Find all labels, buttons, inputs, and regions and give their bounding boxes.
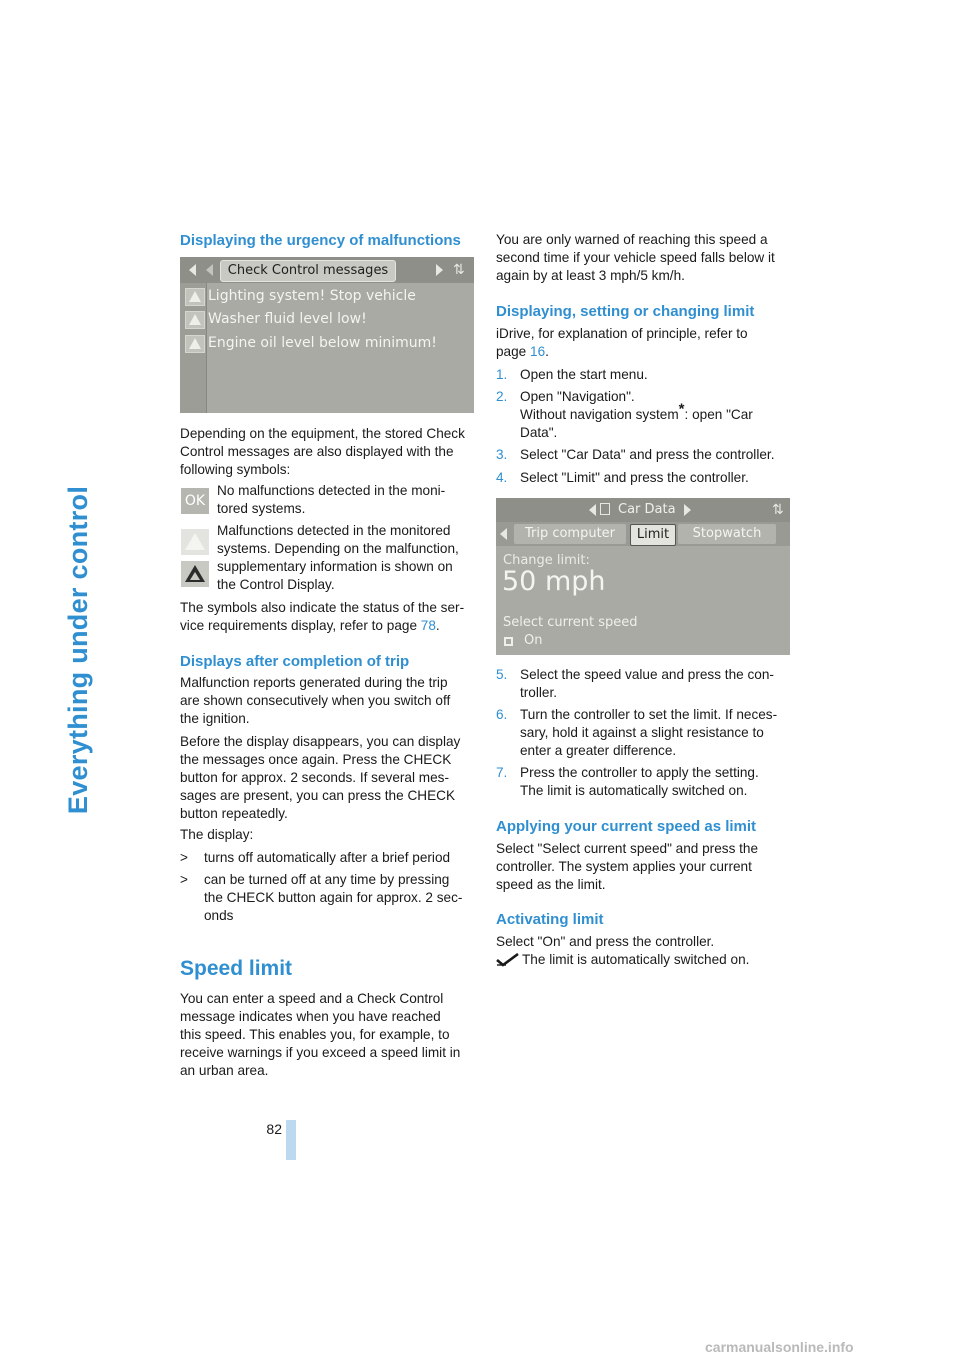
ok-symbol-description [217, 482, 477, 518]
text-line: sages are present, you can press the CHECK [180, 788, 456, 803]
text-line: The symbols also indicate the status of the ser- [180, 600, 465, 615]
text-line: sary, hold it against a slight resistance to [520, 725, 764, 740]
message-row[interactable] [180, 332, 474, 354]
text-span: page [496, 344, 531, 359]
text-line: Select "On" and press the controller. [496, 934, 715, 949]
text-line: the Control Display. [217, 577, 335, 592]
tab-check-control[interactable]: Check Control messages [220, 260, 396, 282]
warning-light-icon [181, 529, 209, 555]
tab-limit[interactable]: Limit [630, 524, 676, 546]
paragraph-warn [496, 231, 791, 285]
arrow-right-icon [436, 264, 443, 276]
text-span: vice requirements display, refer to page [180, 618, 421, 633]
speed-value[interactable]: 50 mph [502, 566, 606, 597]
options-icon: ⇅ [453, 262, 465, 278]
text-line: onds [204, 908, 234, 923]
text-line: the CHECK button again for approx. 2 sec- [204, 890, 463, 905]
text-line: Malfunctions detected in the monitored [217, 523, 451, 538]
heading-activate: Activating limit [496, 911, 604, 928]
tab-stopwatch[interactable]: Stopwatch [678, 524, 776, 544]
page-number: 82 [266, 1121, 282, 1137]
text-line: Data". [520, 425, 558, 440]
screen-title: Car Data [618, 502, 676, 517]
ok-symbol-icon: OK [181, 488, 209, 514]
warning-symbol-description [217, 522, 477, 594]
step-item [496, 706, 788, 758]
warning-icon [185, 335, 205, 353]
step-item [496, 764, 788, 798]
text-line: receive warnings if you exceed a speed limit in [180, 1045, 461, 1060]
watermark: carmanualsonline.info [705, 1339, 854, 1355]
change-limit-label: Change limit: [503, 553, 590, 568]
text-line: speed as the limit. [496, 877, 606, 892]
step-number: 2. [496, 389, 508, 404]
text-line: supplementary information is shown on [217, 559, 453, 574]
text-line: controller. The system applies your current [496, 859, 752, 874]
arrow-right-icon [684, 504, 691, 516]
text-span: . [435, 618, 440, 633]
step-number: 4. [496, 470, 508, 485]
heading-set-limit: Displaying, setting or changing limit [496, 303, 755, 320]
message-row[interactable] [180, 308, 474, 330]
message-row[interactable] [180, 285, 474, 307]
select-current-speed-option[interactable]: Select current speed [503, 615, 638, 630]
text-span: . [545, 344, 549, 359]
paragraph-service [180, 599, 475, 635]
optional-equipment-star: * [678, 400, 685, 418]
text-line: You are only warned of reaching this speed a [496, 232, 768, 247]
text-line: the messages once again. Press the CHECK [180, 752, 452, 767]
warning-dark-icon [181, 561, 209, 587]
step-item [496, 469, 788, 487]
on-label: On [524, 633, 543, 648]
text-line: this speed. This enables you, for example, to [180, 1027, 450, 1042]
arrow-left-icon [500, 528, 507, 540]
text-line: second time if your vehicle speed falls below it [496, 250, 775, 265]
step-item [496, 366, 788, 384]
tabs-bar [496, 522, 790, 546]
message-text: Washer fluid level low! [208, 311, 367, 327]
text-span: The limit is automatically switched on. [522, 952, 750, 967]
text-line: again by at least 3 mph/5 km/h. [496, 268, 685, 283]
chapter-title-text: Everything under control [63, 485, 93, 815]
car-data-screen [496, 498, 790, 655]
text-line: Malfunction reports generated during the trip [180, 675, 448, 690]
arrow-left-icon [206, 264, 213, 276]
text-line: Select "Limit" and press the controller. [520, 470, 749, 485]
warning-icon [185, 288, 205, 306]
paragraph-apply [496, 840, 791, 894]
car-data-icon [600, 503, 610, 515]
text-line: message indicates when you have reached [180, 1009, 441, 1024]
text-line: Select "Car Data" and press the controller. [520, 447, 775, 462]
text-line: Before the display disappears, you can display [180, 734, 461, 749]
page-number-bar [286, 1120, 296, 1160]
heading-apply: Applying your current speed as limit [496, 818, 757, 835]
heading-speed-limit: Speed limit [180, 957, 293, 980]
text-span: Without navigation system [520, 407, 679, 422]
text-line: enter a greater difference. [520, 743, 677, 758]
message-text: Engine oil level below minimum! [208, 335, 437, 351]
paragraph-speed [180, 990, 475, 1080]
paragraph-symbols [180, 425, 475, 479]
text-line: iDrive, for explanation of principle, refer to [496, 326, 748, 341]
step-item [496, 388, 788, 440]
text-line: Turn the controller to set the limit. If neces- [520, 707, 778, 722]
step-number: 3. [496, 447, 508, 462]
paragraph-trip [180, 674, 475, 728]
page-link-16[interactable]: 16 [530, 344, 546, 359]
message-text: Lighting system! Stop vehicle [208, 288, 416, 304]
text-line: the ignition. [180, 711, 250, 726]
bullet-marker: > [180, 872, 188, 887]
bullet-marker: > [180, 850, 188, 865]
check-mark-icon [496, 953, 520, 967]
text-line: button for approx. 2 seconds. If several mes- [180, 770, 449, 785]
text-line: Open the start menu. [520, 367, 648, 382]
step-number: 6. [496, 707, 508, 722]
paragraph-idrive [496, 325, 791, 361]
text-line: systems. Depending on the malfunction, [217, 541, 459, 556]
step-number: 1. [496, 367, 508, 382]
paragraph-before [180, 733, 475, 823]
page-link-78[interactable]: 78 [420, 618, 436, 633]
step-item [496, 666, 788, 700]
warning-icon [185, 311, 205, 329]
options-icon: ⇅ [772, 502, 784, 518]
paragraph-activate [496, 933, 791, 969]
step-number: 7. [496, 765, 508, 780]
text-line: an urban area. [180, 1063, 269, 1078]
text-line: are shown consecutively when you switch off [180, 693, 451, 708]
step-item [496, 446, 788, 464]
text-line: can be turned off at any time by pressing [204, 872, 450, 887]
tab-trip-computer[interactable]: Trip computer [514, 524, 626, 544]
text-span: : open "Car [684, 407, 753, 422]
text-line: Select the speed value and press the con- [520, 667, 774, 682]
heading-after-trip: Displays after completion of trip [180, 653, 410, 670]
text-line: You can enter a speed and a Check Control [180, 991, 444, 1006]
paragraph-display: The display: [180, 827, 254, 842]
text-line: The limit is automatically switched on. [520, 783, 748, 798]
text-line: Select "Select current speed" and press the [496, 841, 759, 856]
arrow-left-icon [589, 504, 596, 516]
bullet-text: turns off automatically after a brief period [204, 850, 451, 865]
heading-urgency: Displaying the urgency of malfunctions [180, 232, 461, 249]
on-checkbox[interactable] [504, 637, 513, 646]
text-line: No malfunctions detected in the moni- [217, 483, 446, 498]
text-line: button repeatedly. [180, 806, 288, 821]
text-line: Open "Navigation". [520, 389, 635, 404]
step-number: 5. [496, 667, 508, 682]
bullet-text [204, 871, 472, 925]
paragraph-text: Depending on the equipment, the stored Check Control messages are also displayed with the following symbols: [180, 426, 465, 477]
text-line: tored systems. [217, 501, 306, 516]
check-control-screen [180, 257, 474, 413]
text-line: troller. [520, 685, 558, 700]
arrow-left-icon [189, 264, 196, 276]
text-line: Press the controller to apply the setting. [520, 765, 759, 780]
